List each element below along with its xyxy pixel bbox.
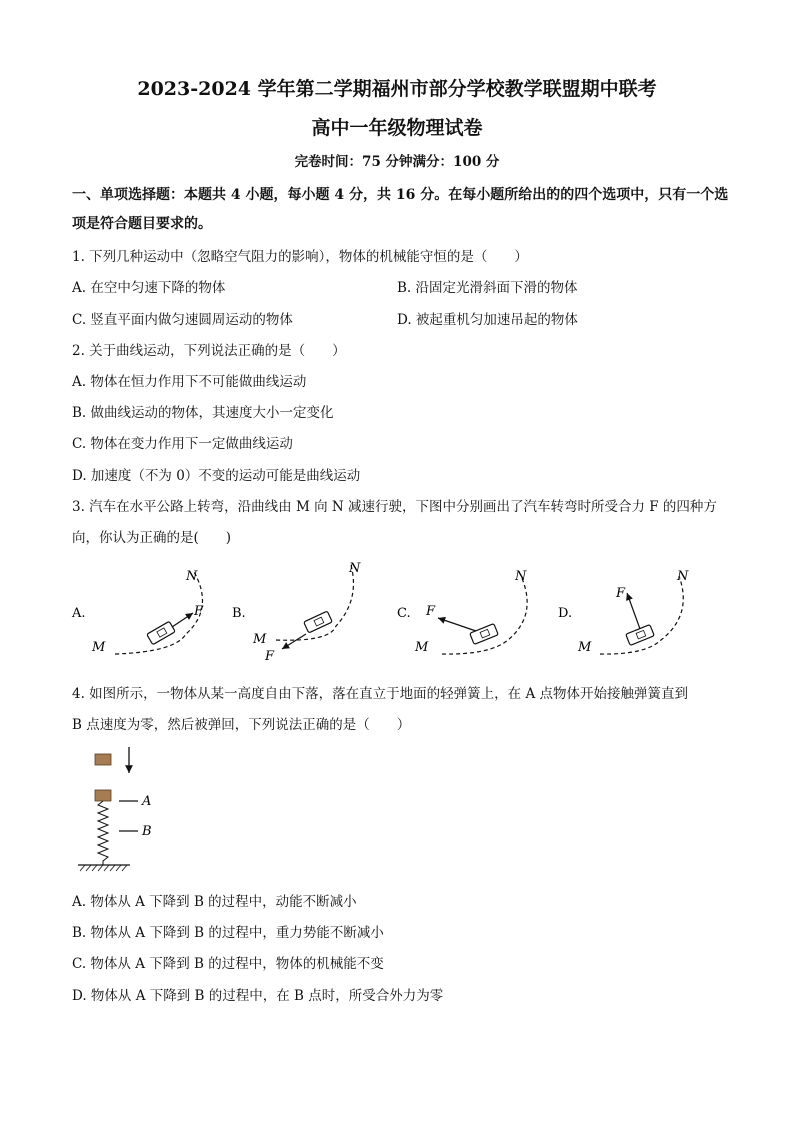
force-arrow-d [627, 593, 640, 629]
q3-label-option-c: C. [397, 606, 411, 621]
q1-option-b: B. 沿固定光滑斜面下滑的物体 [397, 280, 578, 296]
car-icon [470, 624, 499, 645]
q1-option-a: A. 在空中匀速下降的物体 [72, 280, 226, 296]
q3-label-f-b: F [265, 649, 275, 664]
q3-panel-c [397, 569, 527, 655]
q3-label-n-a: N [186, 569, 198, 584]
q2-option-a: A. 物体在恒力作用下不可能做曲线运动 [72, 374, 307, 390]
q1-option-d: D. 被起重机匀加速吊起的物体 [397, 312, 578, 328]
block-on-spring [95, 790, 111, 801]
q4-label-b: B [142, 824, 152, 839]
q3-label-n-b: N [349, 561, 361, 576]
force-arrow-b [282, 634, 306, 649]
car-icon [304, 611, 333, 633]
q3-label-m-a: M [92, 640, 106, 655]
q3-label-option-a: A. [72, 606, 86, 621]
q3-stem-line1: 3. 汽车在水平公路上转弯，沿曲线由 M 向 N 减速行驶，下图中分别画出了汽车转弯时所受合力 F 的四种方 [72, 499, 717, 515]
q3-panel-b [232, 561, 361, 664]
q3-label-f-d: F [616, 586, 626, 601]
spring-icon [98, 801, 108, 865]
q3-label-n-d: N [677, 569, 689, 584]
exam-subtitle: 高中一年级物理试卷 [311, 117, 483, 139]
q3-figure [60, 555, 740, 665]
exam-title: 2023-2024 学年第二学期福州市部分学校教学联盟期中联考 [137, 78, 657, 100]
force-arrow-c [438, 618, 476, 631]
q4-label-a: A [142, 794, 152, 809]
q3-label-n-c: N [515, 569, 527, 584]
q4-option-c: C. 物体从 A 下降到 B 的过程中，物体的机械能不变 [72, 956, 384, 972]
q3-label-m-d: M [578, 640, 592, 655]
q1-option-c: C. 竖直平面内做匀速圆周运动的物体 [72, 312, 293, 328]
q3-label-m-c: M [415, 640, 429, 655]
exam-meta: 完卷时间：75 分钟满分：100 分 [294, 154, 500, 170]
q3-panel-a [71, 569, 204, 655]
q4-option-b: B. 物体从 A 下降到 B 的过程中，重力势能不断减小 [72, 925, 384, 941]
q3-label-f-c: F [426, 604, 436, 619]
falling-block [95, 754, 111, 765]
q4-option-d: D. 物体从 A 下降到 B 的过程中，在 B 点时，所受合外力为零 [72, 988, 444, 1004]
force-arrow-a [172, 613, 193, 627]
q2-stem: 2. 关于曲线运动，下列说法正确的是（ ） [72, 343, 346, 359]
section-heading: 一、单项选择题：本题共 4 小题，每小题 4 分，共 16 分。在每小题所给出的的四个选项中，只有一个选项是符合题目要求的。 [72, 187, 729, 232]
q4-stem-line2: B 点速度为零，然后被弹回，下列说法正确的是（ ） [72, 717, 411, 733]
q2-option-d: D. 加速度（不为 0）不变的运动可能是曲线运动 [72, 468, 361, 484]
q2-option-c: C. 物体在变力作用下一定做曲线运动 [72, 436, 293, 452]
q3-label-option-b: B. [232, 606, 246, 621]
q4-figure [70, 745, 180, 877]
q3-stem-line2: 向，你认为正确的是( ) [72, 530, 232, 546]
q3-panel-d [558, 569, 689, 655]
q4-stem-line1: 4. 如图所示，一物体从某一高度自由下落，落在直立于地面的轻弹簧上，在 A 点物体开始接触弹簧直到 [72, 686, 689, 702]
q4-option-a: A. 物体从 A 下降到 B 的过程中，动能不断减小 [72, 894, 357, 910]
q3-path-d [600, 576, 683, 654]
q3-path-c [442, 576, 527, 654]
q3-label-f-a: F [194, 604, 204, 619]
car-icon [147, 621, 176, 644]
ground-hatch [80, 865, 127, 871]
q3-label-option-d: D. [558, 606, 573, 621]
q2-option-b: B. 做曲线运动的物体，其速度大小一定变化 [72, 405, 334, 421]
q3-label-m-b: M [253, 632, 267, 647]
q1-stem: 1. 下列几种运动中（忽略空气阻力的影响），物体的机械能守恒的是（ ） [72, 249, 528, 265]
